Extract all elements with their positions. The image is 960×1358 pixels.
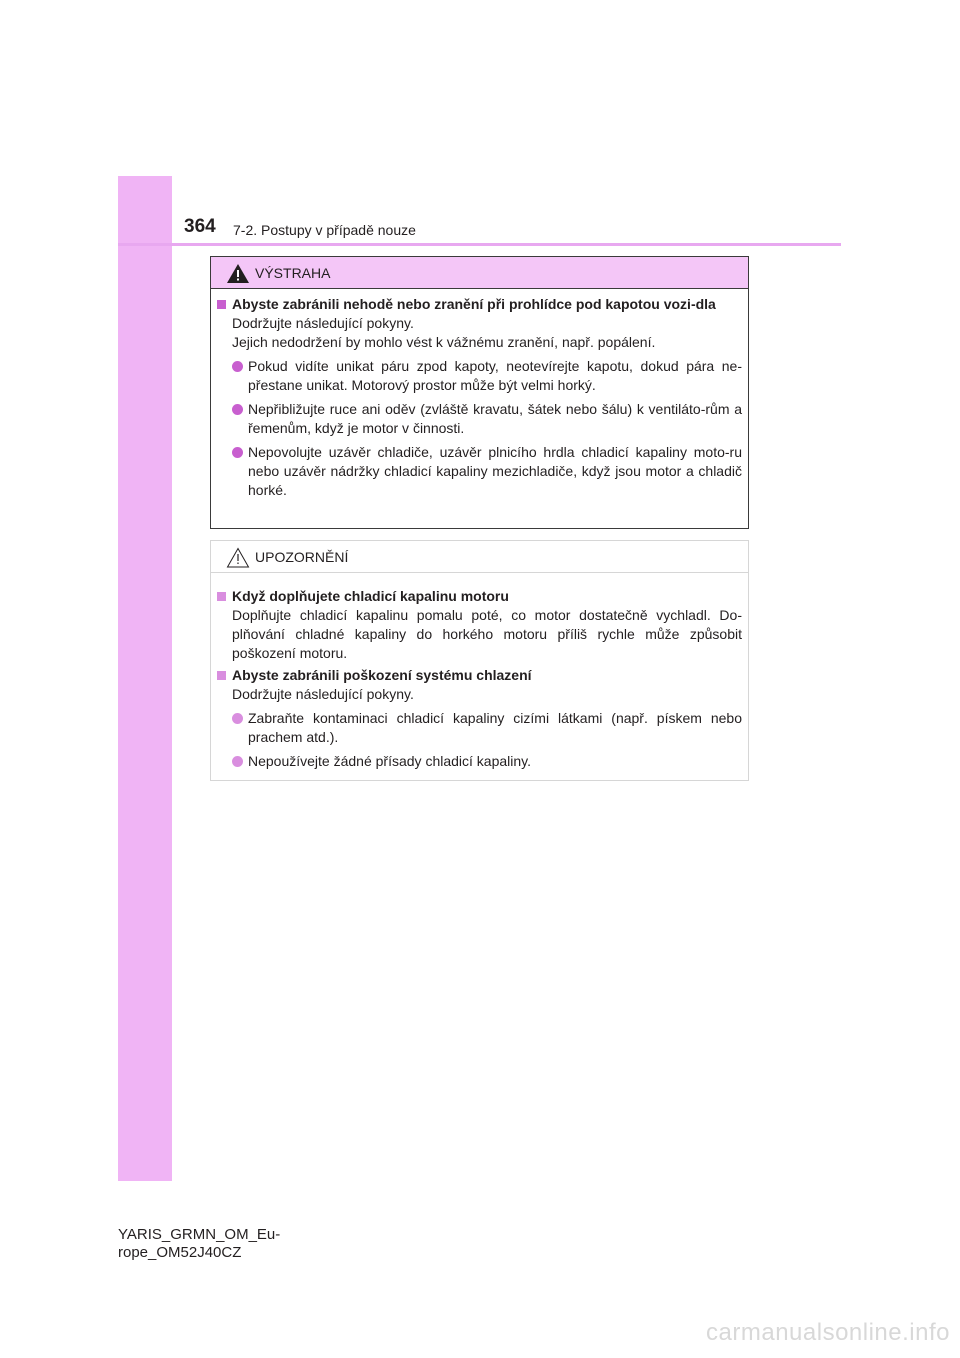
caution-heading-2-text: Abyste zabránili poškození systému chlazení <box>232 667 532 683</box>
warning-bullet <box>217 357 742 395</box>
warning-bullet <box>217 400 742 438</box>
warning-box-header <box>211 257 748 289</box>
square-bullet-icon <box>217 671 226 680</box>
caution-label: UPOZORNĚNÍ <box>255 549 349 565</box>
round-bullet-icon <box>232 361 243 372</box>
caution-heading-2 <box>217 666 742 685</box>
warning-bullet-text: Nepovolujte uzávěr chladiče, uzávěr plnicího hrdla chladicí kapaliny moto-ru nebo uzávěr nádržky chladicí kapaliny mezichladiče, když jsou motor a chladič horké. <box>248 444 742 498</box>
caution-bullet-text: Nepoužívejte žádné přísady chladicí kapaliny. <box>248 753 532 769</box>
header-rule <box>118 243 841 246</box>
caution-bullet-text: Zabraňte kontaminaci chladicí kapaliny cizími látkami (např. pískem nebo prachem atd.). <box>248 710 742 745</box>
round-bullet-icon <box>232 713 243 724</box>
warning-intro-1: Dodržujte následující pokyny. <box>232 315 414 331</box>
section-title: 7-2. Postupy v případě nouze <box>233 222 416 238</box>
caution-triangle-icon <box>226 547 250 568</box>
round-bullet-icon <box>232 447 243 458</box>
caution-bullet <box>217 709 742 747</box>
warning-bullet-text: Nepřibližujte ruce ani oděv (zvláště kravatu, šátek nebo šálu) k ventiláto-rům a řemenům, když je motor v činnosti. <box>248 401 742 436</box>
warning-intro-2: Jejich nedodržení by mohlo vést k vážnému zranění, např. popálení. <box>232 334 656 350</box>
footer-doc-code <box>118 1226 280 1262</box>
footer-line-1: YARIS_GRMN_OM_Eu- <box>118 1226 281 1243</box>
warning-heading-text: Abyste zabránili nehodě nebo zranění při prohlídce pod kapotou vozi-dla <box>232 296 716 312</box>
round-bullet-icon <box>232 404 243 415</box>
caution-heading-1 <box>217 587 742 606</box>
warning-bullet-text: Pokud vidíte unikat páru zpod kapoty, neotevírejte kapotu, dokud pára ne-přestane unikat. Motorový prostor může být velmi horký. <box>248 358 742 393</box>
caution-text-1: Doplňujte chladicí kapalinu pomalu poté, co motor dostatečně vychladl. Do-plňování chladné kapaliny do horkého motoru příliš rychle může způsobit poškození motoru. <box>232 607 742 661</box>
caution-bullet <box>217 752 742 771</box>
square-bullet-icon <box>217 592 226 601</box>
warning-box <box>210 256 749 529</box>
page-number: 364 <box>184 216 216 237</box>
round-bullet-icon <box>232 756 243 767</box>
caution-box-header <box>211 541 748 573</box>
warning-label: VÝSTRAHA <box>255 265 331 281</box>
warning-box-body <box>211 289 748 500</box>
caution-box-body <box>211 573 748 771</box>
caution-intro-2: Dodržujte následující pokyny. <box>232 686 414 702</box>
footer-line-2: rope_OM52J40CZ <box>118 1244 242 1261</box>
square-bullet-icon <box>217 300 226 309</box>
warning-bullet <box>217 443 742 500</box>
side-tab-bar <box>118 176 172 1181</box>
watermark: carmanualsonline.info <box>706 1319 950 1346</box>
warning-triangle-icon <box>226 263 250 284</box>
warning-heading <box>217 295 742 314</box>
caution-heading-1-text: Když doplňujete chladicí kapalinu motoru <box>232 588 509 604</box>
caution-box <box>210 540 749 781</box>
